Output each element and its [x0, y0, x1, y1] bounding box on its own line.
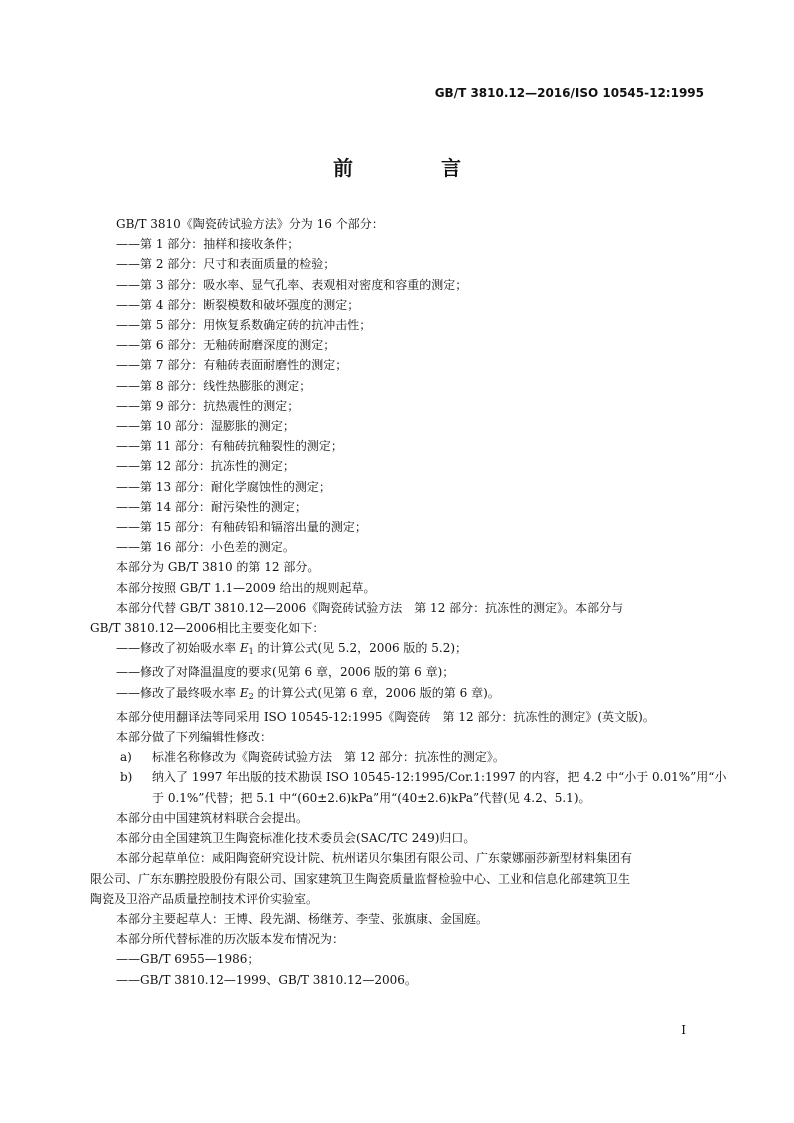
- list-item: ——第 16 部分：小色差的测定。: [116, 540, 295, 555]
- list-item: ——第 12 部分：抗冻性的测定；: [116, 459, 295, 474]
- list-item: b) 纳入了 1997 年出版的技术勘误 ISO 10545-12:1995/Cor.1:1997 的内容，把 4.2 中“小于 0.01%”用“小: [90, 767, 712, 787]
- drafting-units-line-2: 限公司、广东东鹏控股股份有限公司、国家建筑卫生陶瓷质量监督检验中心、工业和信息化部建筑卫生: [90, 871, 631, 886]
- list-item: a) 标准名称修改为《陶瓷砖试验方法 第 12 部分：抗冻性的测定》。: [90, 747, 712, 767]
- part-of-paragraph: 本部分为 GB/T 3810 的第 12 部分。: [116, 560, 320, 575]
- intro-paragraph: GB/T 3810《陶瓷砖试验方法》分为 16 个部分：: [116, 217, 384, 231]
- page-number: Ⅰ: [681, 1023, 686, 1037]
- list-item: ——第 15 部分：有釉砖铅和镉溶出量的测定；: [116, 520, 367, 535]
- changes-list: [90, 638, 712, 707]
- history-list: [90, 949, 712, 989]
- list-item: ——第 9 部分：抗热震性的测定；: [116, 398, 300, 413]
- standard-number-header: GB/T 3810.12—2016/ISO 10545-12:1995: [434, 86, 704, 100]
- translation-paragraph: 本部分使用翻译法等同采用 ISO 10545-12:1995《陶瓷砖 第 12 部分：抗冻性的测定》(英文版)。: [116, 709, 655, 724]
- list-item: ——修改了初始吸水率 $E_1$ 的计算公式(见 5.2，2006 版的 5.2)；: [116, 641, 468, 657]
- editorial-paragraph: 本部分做了下列编辑性修改：: [116, 730, 273, 745]
- list-item: ——第 14 部分：耐污染性的测定；: [116, 499, 307, 514]
- list-item: ——修改了对降温温度的要求(见第 6 章，2006 版的第 6 章)；: [116, 665, 455, 680]
- list-item: ——第 11 部分：有釉砖抗釉裂性的测定；: [116, 439, 343, 454]
- list-item: ——第 7 部分：有釉砖表面耐磨性的测定；: [116, 358, 348, 373]
- list-item: ——第 4 部分：断裂模数和破坏强度的测定；: [116, 297, 360, 312]
- drafting-rules-paragraph: 本部分按照 GB/T 1.1—2009 给出的规则起草。: [116, 580, 376, 595]
- list-marker: a): [120, 750, 132, 765]
- replaces-paragraph-line-1: 本部分代替 GB/T 3810.12—2006《陶瓷砖试验方法 第 12 部分：抗冻性的测定》。本部分与: [116, 600, 624, 615]
- proposed-paragraph: 本部分由中国建筑材料联合会提出。: [116, 810, 309, 825]
- list-item: ——GB/T 3810.12—1999、GB/T 3810.12—2006。: [116, 972, 417, 987]
- centralized-paragraph: 本部分由全国建筑卫生陶瓷标准化技术委员会(SAC/TC 249)归口。: [116, 831, 476, 846]
- list-marker: b): [120, 770, 133, 785]
- list-item: ——第 13 部分：耐化学腐蚀性的测定；: [116, 479, 331, 494]
- list-item: ——修改了最终吸水率 $E_2$ 的计算公式(见第 6 章，2006 版的第 6 章)。: [116, 685, 500, 701]
- list-item: ——第 1 部分：抽样和接收条件；: [116, 237, 300, 252]
- page-title: 前 言: [333, 156, 495, 180]
- list-item: ——第 8 部分：线性热膨胀的测定；: [116, 378, 312, 393]
- history-paragraph: 本部分所代替标准的历次版本发布情况为：: [116, 932, 345, 947]
- drafting-units-line-1: 本部分起草单位：咸阳陶瓷研究设计院、杭州诺贝尔集团有限公司、广东蒙娜丽莎新型材料集团有: [116, 851, 633, 866]
- list-item: ——GB/T 6955—1986；: [116, 952, 260, 967]
- list-item: ——第 6 部分：无釉砖耐磨深度的测定；: [116, 338, 336, 353]
- list-item: ——第 5 部分：用恢复系数确定砖的抗冲击性；: [116, 318, 372, 333]
- drafting-units-line-3: 陶瓷及卫浴产品质量控制技术评价实验室。: [90, 891, 319, 906]
- list-item-continuation: 于 0.1%”代替；把 5.1 中“(60±2.6)kPa”用“(40±2.6)kPa”代替(见 4.2、5.1)。: [152, 790, 591, 805]
- drafters-paragraph: 本部分主要起草人：王博、段先湖、杨继芳、李莹、张旗康、金国庭。: [116, 911, 489, 926]
- editorial-list: [90, 747, 727, 808]
- list-item: ——第 2 部分：尺寸和表面质量的检验；: [116, 257, 336, 272]
- foreword-body: [90, 214, 727, 990]
- list-item: ——第 3 部分：吸水率、显气孔率、表观相对密度和容重的测定；: [116, 277, 468, 292]
- replaces-paragraph-line-2: GB/T 3810.12—2006相比主要变化如下：: [90, 621, 325, 636]
- list-item: ——第 10 部分：湿膨胀的测定；: [116, 419, 295, 434]
- parts-list: [90, 234, 712, 557]
